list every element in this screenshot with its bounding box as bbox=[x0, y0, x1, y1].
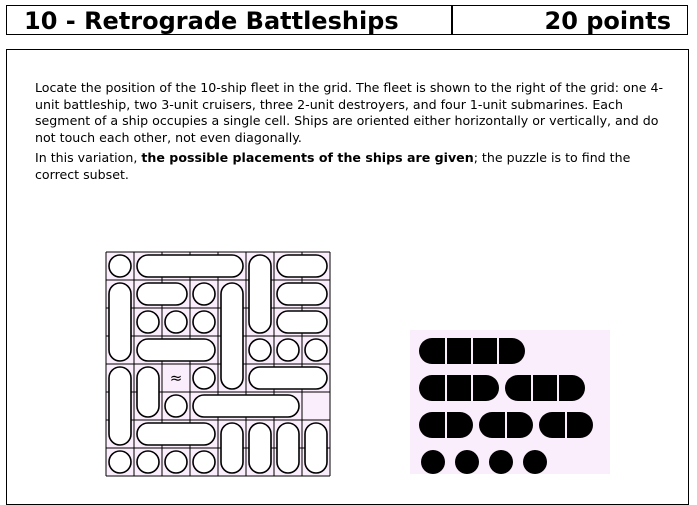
submarine-icon bbox=[489, 450, 513, 474]
ship-placement bbox=[193, 283, 215, 305]
ship-placement bbox=[109, 451, 131, 473]
ship-segment bbox=[473, 375, 499, 401]
puzzle-points: 20 points bbox=[544, 7, 671, 35]
ship-placement bbox=[137, 423, 215, 445]
ship-segment bbox=[533, 375, 557, 401]
submarine-icon bbox=[421, 450, 445, 474]
ship-segment bbox=[505, 375, 531, 401]
ship-placement bbox=[193, 367, 215, 389]
instructions-paragraph-1: Locate the position of the 10-ship fleet in the grid. The fleet is shown to the right of the grid: one 4-unit battleship, two 3-unit cruisers, three 2-unit destroyers, and four 1-unit submarines. Each segment of a ship occupies a single cell. Ships are oriented either horizontally or vertically, and do not touch each other, not even diagonally. bbox=[35, 80, 664, 145]
header-bar bbox=[6, 5, 688, 35]
ship-segment bbox=[479, 412, 505, 438]
ship-placement bbox=[277, 311, 327, 333]
ship-placement bbox=[277, 423, 299, 473]
ship-segment bbox=[447, 375, 471, 401]
ship-placement bbox=[305, 423, 327, 473]
puzzle-grid bbox=[105, 251, 331, 481]
cruiser-icon bbox=[505, 375, 585, 401]
ship-placement bbox=[137, 311, 159, 333]
puzzle-title: 10 - Retrograde Battleships bbox=[24, 7, 399, 35]
ship-placement bbox=[277, 283, 327, 305]
ship-placement bbox=[277, 339, 299, 361]
ship-segment bbox=[559, 375, 585, 401]
ship-segment bbox=[419, 375, 445, 401]
instructions-paragraph-2 bbox=[35, 150, 665, 183]
ship-placement bbox=[109, 367, 131, 445]
ship-segment bbox=[419, 412, 445, 438]
ship-placement bbox=[305, 339, 327, 361]
instructions-p2-pre: In this variation, bbox=[35, 150, 142, 165]
ship-segment bbox=[447, 338, 471, 364]
fleet-svg bbox=[410, 330, 610, 474]
ship-placement bbox=[137, 451, 159, 473]
cruiser-icon bbox=[419, 375, 499, 401]
ship-placement bbox=[137, 367, 159, 417]
submarine-icon bbox=[523, 450, 547, 474]
ship-placement bbox=[137, 283, 187, 305]
instructions-p2-post: ; the puzzle is to find the correct subset. bbox=[35, 150, 631, 182]
ship-segment bbox=[507, 412, 533, 438]
ship-placement bbox=[249, 339, 271, 361]
instructions bbox=[35, 80, 665, 187]
ship-segment bbox=[489, 450, 513, 474]
fleet-legend bbox=[410, 330, 610, 478]
grid-svg bbox=[105, 251, 331, 477]
ship-segment bbox=[419, 338, 445, 364]
ship-placement bbox=[249, 255, 271, 333]
ship-segment bbox=[567, 412, 593, 438]
ship-placement bbox=[193, 311, 215, 333]
ship-placement bbox=[193, 395, 299, 417]
ship-placement bbox=[109, 255, 131, 277]
ship-placement bbox=[109, 283, 131, 361]
ship-segment bbox=[523, 450, 547, 474]
ship-segment bbox=[455, 450, 479, 474]
ship-placement bbox=[221, 283, 243, 389]
ship-placement bbox=[165, 451, 187, 473]
header-divider bbox=[451, 6, 453, 34]
ship-placement bbox=[249, 423, 271, 473]
ship-segment bbox=[539, 412, 565, 438]
ship-placement bbox=[193, 451, 215, 473]
ship-placement bbox=[165, 311, 187, 333]
ship-placement bbox=[277, 255, 327, 277]
ship-placement bbox=[137, 339, 215, 361]
ship-segment bbox=[447, 412, 473, 438]
submarine-icon bbox=[455, 450, 479, 474]
ship-placement bbox=[165, 395, 187, 417]
instructions-p2-bold: the possible placements of the ships are given bbox=[141, 150, 474, 165]
water-icon: ≈ bbox=[169, 369, 183, 387]
ship-placement bbox=[137, 255, 243, 277]
ship-segment bbox=[499, 338, 525, 364]
ship-segment bbox=[473, 338, 497, 364]
ship-placement bbox=[221, 423, 243, 473]
ship-segment bbox=[421, 450, 445, 474]
ship-placement bbox=[249, 367, 327, 389]
